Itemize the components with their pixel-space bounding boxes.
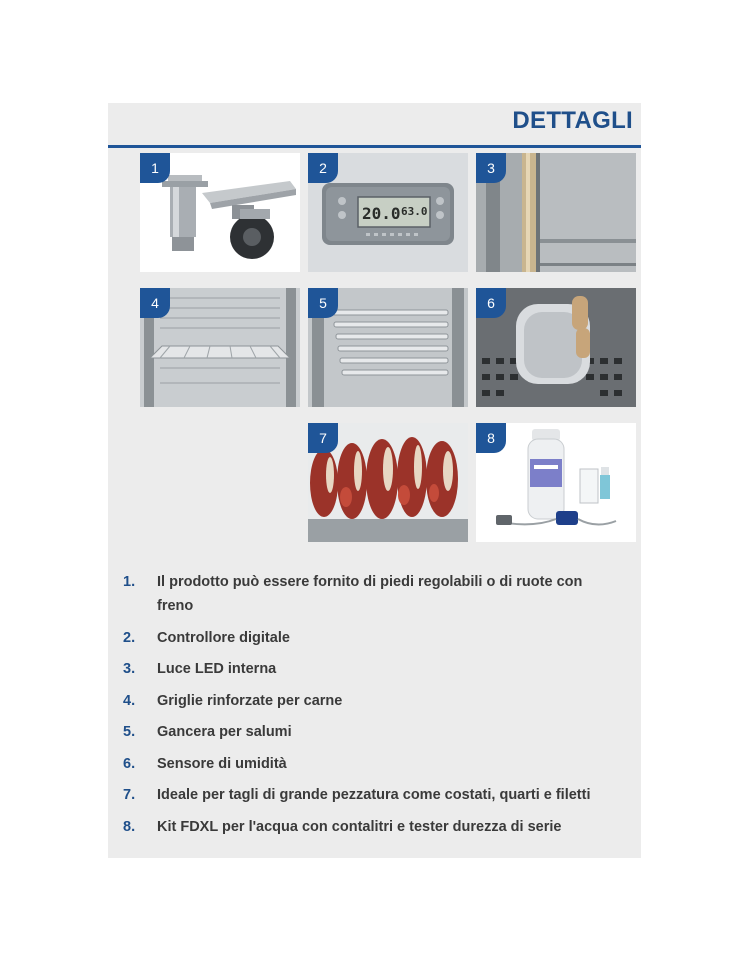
list-text: Controllore digitale bbox=[157, 629, 290, 646]
tile-6[interactable] bbox=[476, 288, 636, 407]
list-text: Ideale per tagli di grande pezzatura come costati, quarti e filetti bbox=[157, 787, 591, 803]
list-text: Sensore di umidità bbox=[157, 755, 287, 772]
list-item bbox=[108, 815, 641, 839]
tile-4[interactable] bbox=[140, 288, 300, 407]
list-number: 3. bbox=[123, 661, 136, 677]
list-text: Gancera per salumi bbox=[157, 724, 292, 740]
tile-7[interactable] bbox=[308, 423, 468, 542]
list-item bbox=[108, 720, 641, 744]
tile-badge: 1 bbox=[140, 153, 170, 183]
list-item bbox=[108, 689, 641, 713]
list-item bbox=[108, 626, 641, 650]
tile-badge: 4 bbox=[140, 288, 170, 318]
list-item bbox=[108, 570, 641, 618]
list-number: 6. bbox=[123, 755, 136, 772]
title-divider bbox=[108, 145, 641, 148]
tile-badge: 5 bbox=[308, 288, 338, 318]
list-text: Kit FDXL per l'acqua con contalitri e tester durezza di serie bbox=[157, 818, 562, 835]
list-item bbox=[108, 783, 641, 807]
list-text: Il prodotto può essere fornito di piedi regolabili o di ruote con freno bbox=[157, 574, 583, 614]
svg-text:63.0: 63.0 bbox=[401, 205, 428, 218]
tile-5[interactable] bbox=[308, 288, 468, 407]
list-number: 7. bbox=[123, 787, 136, 803]
list-number: 4. bbox=[123, 692, 136, 709]
list-number: 8. bbox=[123, 818, 136, 835]
tile-badge: 6 bbox=[476, 288, 506, 318]
tile-2[interactable] bbox=[308, 153, 468, 272]
list-number: 2. bbox=[123, 629, 136, 646]
svg-text:20.0: 20.0 bbox=[362, 204, 401, 223]
tile-badge: 7 bbox=[308, 423, 338, 453]
section-title: DETTAGLI bbox=[512, 107, 633, 134]
details-list bbox=[108, 570, 641, 846]
tile-3[interactable] bbox=[476, 153, 636, 272]
list-item bbox=[108, 752, 641, 776]
list-item bbox=[108, 657, 641, 681]
list-text: Griglie rinforzate per carne bbox=[157, 692, 343, 709]
tile-badge: 8 bbox=[476, 423, 506, 453]
details-panel bbox=[108, 103, 641, 858]
tile-badge: 3 bbox=[476, 153, 506, 183]
tile-badge: 2 bbox=[308, 153, 338, 183]
tile-1[interactable] bbox=[140, 153, 300, 272]
tile-8[interactable] bbox=[476, 423, 636, 542]
list-number: 1. bbox=[123, 574, 136, 590]
list-number: 5. bbox=[123, 724, 136, 740]
list-text: Luce LED interna bbox=[157, 661, 277, 677]
